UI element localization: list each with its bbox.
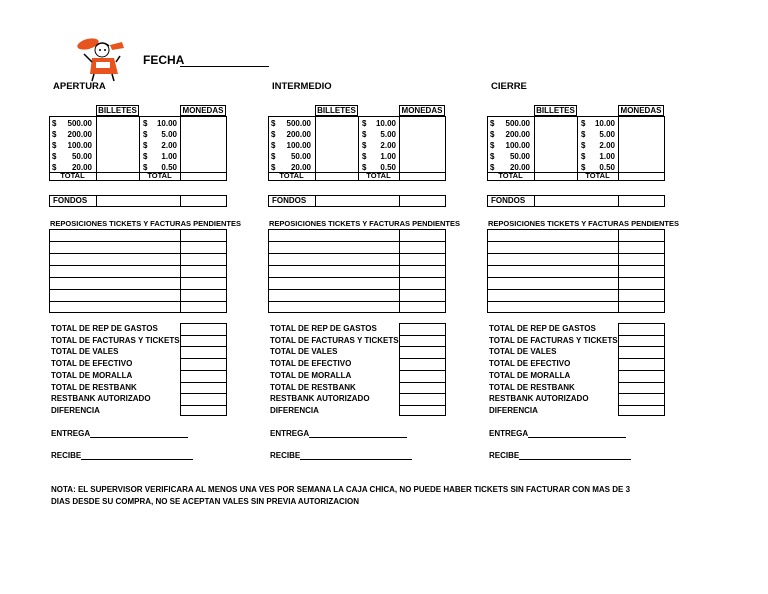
table-row[interactable] — [268, 241, 446, 242]
totals-label: TOTAL DE VALES — [51, 347, 119, 357]
totals-label: TOTAL DE RESTBANK — [489, 382, 575, 392]
table-row[interactable] — [268, 289, 446, 290]
table-row[interactable] — [49, 241, 227, 242]
reposiciones-label: REPOSICIONES TICKETS Y FACTURAS PENDIENTES — [50, 219, 242, 228]
table-row[interactable] — [487, 241, 665, 242]
table-row[interactable] — [487, 253, 665, 254]
table-row[interactable] — [487, 301, 665, 302]
totals-label: DIFERENCIA — [489, 405, 538, 415]
totals-label: TOTAL DE MORALLA — [489, 370, 571, 380]
table-row[interactable] — [49, 289, 227, 290]
total-monedas-label: TOTAL — [366, 171, 391, 180]
table-row[interactable] — [487, 277, 665, 278]
table-row[interactable] — [49, 277, 227, 278]
billetes-header: BILLETES — [96, 105, 139, 116]
billetes-header: BILLETES — [315, 105, 358, 116]
entrega-field[interactable]: ENTREGA — [51, 429, 188, 438]
table-row[interactable] — [268, 277, 446, 278]
totals-label: TOTAL DE VALES — [270, 347, 338, 357]
section-title: APERTURA — [53, 81, 106, 92]
totals-label: TOTAL DE EFECTIVO — [51, 359, 133, 369]
totals-label: TOTAL DE FACTURAS Y TICKETS — [489, 335, 618, 345]
totals-label: TOTAL DE MORALLA — [270, 370, 352, 380]
reposiciones-label: REPOSICIONES TICKETS Y FACTURAS PENDIENTES — [269, 219, 461, 228]
section-title: INTERMEDIO — [272, 81, 332, 92]
totals-label: DIFERENCIA — [51, 405, 100, 415]
totals-label: TOTAL DE RESTBANK — [51, 382, 137, 392]
recibe-field[interactable]: RECIBE — [489, 451, 631, 460]
fondos-label: FONDOS — [491, 196, 526, 205]
totals-label: TOTAL DE REP DE GASTOS — [489, 324, 596, 333]
table-row[interactable] — [487, 289, 665, 290]
totals-label: TOTAL DE MORALLA — [51, 370, 133, 380]
table-row[interactable] — [268, 253, 446, 254]
entrega-field[interactable]: ENTREGA — [489, 429, 626, 438]
totals-label: DIFERENCIA — [270, 405, 319, 415]
table-row[interactable] — [49, 301, 227, 302]
monedas-header: MONEDAS — [399, 105, 445, 116]
fondos-label: FONDOS — [272, 196, 307, 205]
supervisor-note: NOTA: EL SUPERVISOR VERIFICARA AL MENOS UNA VES POR SEMANA LA CAJA CHICA, NO PUEDE HABER TICKETS SIN FACTURAR CON MAS DE 3 DIAS DESDE SU COMPRA, NO SE ACEPTAN VALES SIN PREVIA AUTORIZACION — [51, 485, 631, 506]
fondos-label: FONDOS — [53, 196, 88, 205]
totals-label: TOTAL DE EFECTIVO — [270, 359, 352, 369]
billetes-header: BILLETES — [534, 105, 577, 116]
totals-label: TOTAL DE RESTBANK — [270, 382, 356, 392]
totals-label: TOTAL DE REP DE GASTOS — [270, 324, 377, 333]
monedas-header: MONEDAS — [180, 105, 226, 116]
totals-label: RESTBANK AUTORIZADO — [489, 394, 589, 404]
table-row[interactable] — [268, 301, 446, 302]
totals-label: RESTBANK AUTORIZADO — [270, 394, 370, 404]
recibe-field[interactable]: RECIBE — [51, 451, 193, 460]
table-row[interactable] — [487, 265, 665, 266]
total-monedas-label: TOTAL — [585, 171, 610, 180]
company-logo-icon — [72, 36, 134, 82]
total-billetes-label: TOTAL — [60, 171, 85, 180]
table-row[interactable] — [49, 253, 227, 254]
recibe-field[interactable]: RECIBE — [270, 451, 412, 460]
table-row[interactable] — [268, 265, 446, 266]
total-billetes-label: TOTAL — [498, 171, 523, 180]
section-title: CIERRE — [491, 81, 527, 92]
reposiciones-label: REPOSICIONES TICKETS Y FACTURAS PENDIENTES — [488, 219, 680, 228]
monedas-header: MONEDAS — [618, 105, 664, 116]
totals-label: RESTBANK AUTORIZADO — [51, 394, 151, 404]
fecha-field-line[interactable] — [180, 66, 269, 67]
entrega-field[interactable]: ENTREGA — [270, 429, 407, 438]
totals-label: TOTAL DE FACTURAS Y TICKETS — [270, 335, 399, 345]
fecha-label: FECHA — [143, 53, 185, 67]
totals-label: TOTAL DE FACTURAS Y TICKETS — [51, 335, 180, 345]
totals-label: TOTAL DE EFECTIVO — [489, 359, 571, 369]
total-monedas-label: TOTAL — [147, 171, 172, 180]
totals-label: TOTAL DE VALES — [489, 347, 557, 357]
totals-label: TOTAL DE REP DE GASTOS — [51, 324, 158, 333]
table-row[interactable] — [49, 265, 227, 266]
total-billetes-label: TOTAL — [279, 171, 304, 180]
